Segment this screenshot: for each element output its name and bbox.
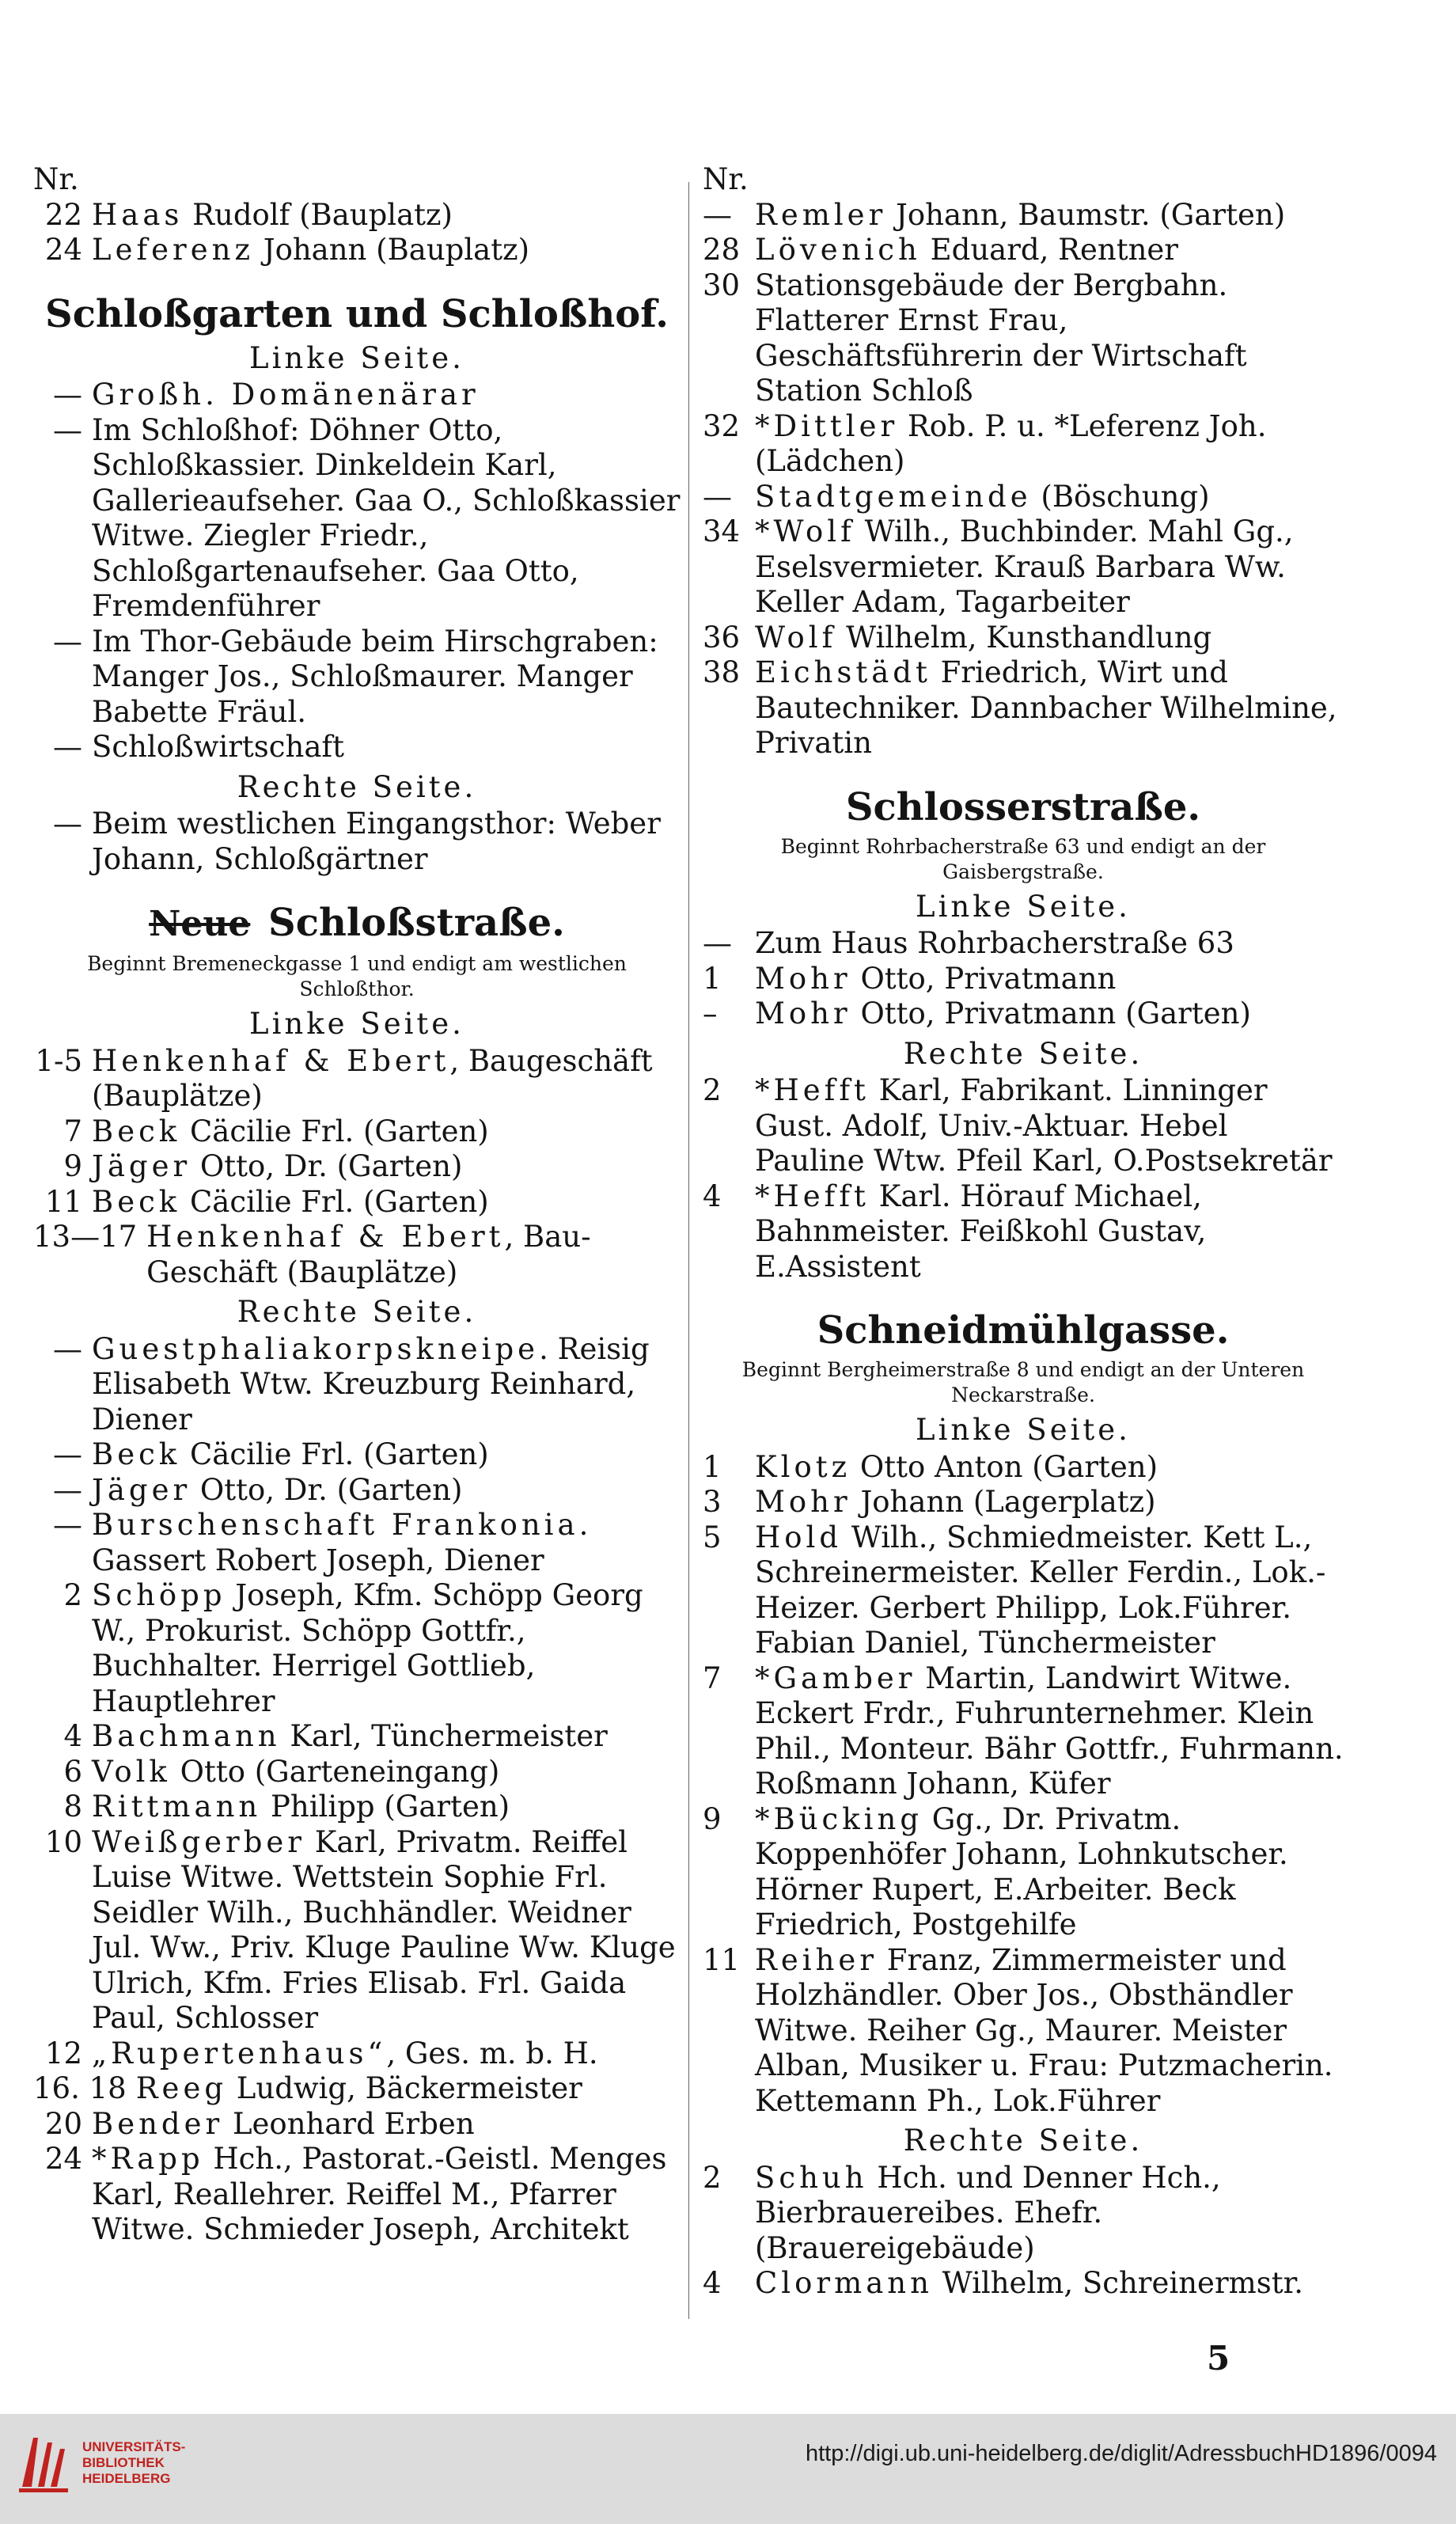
entry-text bbox=[92, 233, 681, 268]
entry-text bbox=[755, 1485, 1344, 1520]
entry-text bbox=[92, 730, 681, 765]
entry-text bbox=[755, 409, 1344, 480]
entry-text bbox=[755, 1179, 1344, 1285]
directory-entry bbox=[703, 233, 1344, 268]
entry-detail: Beim westlichen Eingangsthor: Weber Johann, Schloßgärtner bbox=[92, 807, 661, 876]
side-label-linke: Linke Seite. bbox=[249, 1007, 464, 1041]
house-number: 9 bbox=[703, 1801, 722, 1836]
entry-text bbox=[92, 1719, 681, 1755]
directory-entry bbox=[33, 1437, 681, 1473]
resident-name: Leferenz bbox=[92, 233, 254, 267]
street-heading-schlossgarten: Schloßgarten und Schloßhof. bbox=[45, 291, 669, 336]
directory-entry bbox=[703, 1520, 1344, 1661]
library-name bbox=[82, 2439, 185, 2487]
right-column bbox=[703, 162, 1344, 2302]
entry-text bbox=[92, 807, 681, 877]
directory-entry bbox=[703, 621, 1344, 656]
entry-detail: Joseph, Kfm. Schöpp Georg W., Prokurist. Schöpp Gottfr., Buchhalter. Herrigel Gottlieb, Hauptlehrer bbox=[92, 1578, 643, 1718]
directory-entry bbox=[33, 807, 681, 877]
resident-name: Jäger bbox=[92, 1149, 191, 1183]
entry-detail: Hch., Pastorat.-Geistl. Menges Karl, Reallehrer. Reiffel M., Pfarrer Witwe. Schmieder Joseph, Architekt bbox=[92, 2142, 667, 2246]
entry-text bbox=[92, 1508, 681, 1578]
entry-text bbox=[136, 2071, 681, 2107]
entry-text bbox=[755, 514, 1344, 621]
house-number: 12 bbox=[44, 2036, 82, 2070]
directory-entry bbox=[33, 2142, 681, 2248]
resident-name: Schöpp bbox=[92, 1578, 226, 1612]
directory-entry bbox=[703, 1179, 1344, 1285]
entry-text bbox=[92, 1578, 681, 1719]
side-label-rechte: Rechte Seite. bbox=[903, 1036, 1143, 1071]
entry-text bbox=[92, 378, 681, 413]
entry-text bbox=[92, 1755, 681, 1790]
entry-detail: Franz, Zimmermeister und Holzhändler. Ober Jos., Obsthändler Witwe. Reiher Gg., Maurer. Meister Alban, Musiker u. Frau: Putzmacherin. Kettemann Ph., Lok.Führer bbox=[755, 1942, 1333, 2118]
resident-name: Stadtgemeinde bbox=[755, 479, 1032, 514]
entry-text bbox=[755, 2266, 1344, 2302]
resident-name: Rittmann bbox=[92, 1790, 262, 1824]
house-number: — bbox=[53, 1472, 82, 1507]
house-number: 9 bbox=[63, 1149, 82, 1183]
entry-detail: Johann, Baumstr. (Garten) bbox=[886, 197, 1286, 232]
entry-detail: Otto (Garteneingang) bbox=[170, 1754, 500, 1789]
directory-entry bbox=[703, 926, 1344, 962]
house-number: 36 bbox=[703, 620, 741, 655]
viewer-footer bbox=[0, 2414, 1456, 2524]
entry-text bbox=[755, 198, 1344, 233]
house-number: 38 bbox=[703, 655, 741, 689]
directory-entry bbox=[33, 1149, 681, 1185]
entry-detail: Friedrich, Wirt und Bautechniker. Dannbacher Wilhelmine, Privatin bbox=[755, 655, 1337, 760]
entry-detail: Eduard, Rentner bbox=[920, 233, 1178, 267]
side-label-linke: Linke Seite. bbox=[249, 340, 464, 375]
entry-text bbox=[92, 1332, 681, 1438]
entry-text bbox=[755, 655, 1344, 761]
directory-entry bbox=[703, 996, 1344, 1032]
entry-text bbox=[755, 2161, 1344, 2267]
entry-detail: Rob. P. u. *Leferenz Joh. (Lädchen) bbox=[755, 408, 1267, 478]
street-title: Schloßstraße. bbox=[268, 901, 565, 945]
resident-name: Henkenhaf & Ebert bbox=[92, 1043, 450, 1078]
house-number: — bbox=[53, 1331, 82, 1366]
house-number: 1-5 bbox=[35, 1043, 82, 1078]
entry-text bbox=[92, 198, 681, 233]
entry-text bbox=[755, 621, 1344, 656]
entry-text bbox=[755, 1661, 1344, 1802]
directory-entry bbox=[703, 409, 1344, 480]
entry-list bbox=[33, 1044, 681, 1291]
entry-list bbox=[33, 807, 681, 877]
directory-entry bbox=[33, 624, 681, 731]
house-number: 32 bbox=[703, 408, 741, 443]
resident-name: Volk bbox=[92, 1754, 171, 1789]
entry-detail: Zum Haus Rohrbacherstraße 63 bbox=[755, 926, 1234, 960]
house-number: 11 bbox=[44, 1184, 82, 1219]
street-heading-schlossstrasse bbox=[33, 901, 681, 947]
directory-entry bbox=[33, 2107, 681, 2143]
house-number: 22 bbox=[44, 197, 82, 232]
house-number: 5 bbox=[703, 1520, 722, 1554]
entry-list bbox=[33, 1332, 681, 2248]
entry-detail: Karl, Privatm. Reiffel Luise Witwe. Wettstein Sophie Frl. Seidler Wilh., Buchhändler. Weidner Jul. Ww., Priv. Kluge Pauline Ww. Kluge Ulrich, Kfm. Fries Elisab. Frl. Gaida Paul, Schlosser bbox=[92, 1824, 676, 2035]
directory-entry bbox=[703, 268, 1344, 409]
entry-text bbox=[92, 2142, 681, 2248]
house-number: 1 bbox=[703, 1449, 722, 1484]
resident-name: Beck bbox=[92, 1114, 181, 1148]
side-label-linke: Linke Seite. bbox=[916, 1413, 1131, 1447]
house-number: — bbox=[53, 1437, 82, 1471]
resident-name: Lövenich bbox=[755, 233, 921, 267]
entry-list bbox=[703, 2161, 1344, 2302]
entry-text bbox=[92, 1149, 681, 1185]
house-number: 28 bbox=[703, 233, 741, 267]
directory-entry bbox=[703, 962, 1344, 997]
street-note: Beginnt Bergheimerstraße 8 und endigt an der Unteren Neckarstraße. bbox=[741, 1358, 1305, 1406]
entry-detail: Wilhelm, Schreinermstr. bbox=[932, 2266, 1303, 2300]
resident-name: Beck bbox=[92, 1437, 181, 1471]
struck-word: Neue bbox=[149, 904, 251, 944]
resident-name: Bachmann bbox=[92, 1719, 281, 1753]
entry-text bbox=[755, 1802, 1344, 1943]
directory-entry bbox=[33, 1332, 681, 1438]
library-name-line: UNIVERSITÄTS- bbox=[82, 2439, 186, 2454]
directory-entry bbox=[33, 1508, 681, 1578]
directory-entry bbox=[33, 233, 681, 268]
house-number: 4 bbox=[703, 2266, 722, 2300]
directory-entry bbox=[33, 1719, 681, 1755]
directory-entry bbox=[33, 1755, 681, 1790]
resident-name: Wolf bbox=[755, 620, 837, 655]
directory-entry bbox=[703, 514, 1344, 621]
street-note: Beginnt Rohrbacherstraße 63 und endigt an der Gaisbergstraße. bbox=[780, 834, 1266, 883]
entry-text bbox=[755, 962, 1344, 997]
entry-text bbox=[755, 996, 1344, 1032]
resident-name: *Rapp bbox=[92, 2142, 204, 2176]
entry-list bbox=[703, 1450, 1344, 2120]
entry-detail: Hch. und Denner Hch., Bierbrauereibes. Ehefr. (Brauereigebäude) bbox=[755, 2160, 1221, 2265]
entry-detail: Im Schloßhof: Döhner Otto, Schloßkassier. Dinkeldein Karl, Gallerieaufseher. Gaa O., Schloßkassier Witwe. Ziegler Friedr., Schloßgartenaufseher. Gaa Otto, Fremdenführer bbox=[92, 412, 681, 623]
entry-detail: Cäcilie Frl. (Garten) bbox=[180, 1114, 489, 1148]
directory-entry bbox=[33, 198, 681, 233]
entry-list bbox=[703, 1073, 1344, 1285]
house-number: 13—17 bbox=[33, 1220, 138, 1254]
entry-detail: Cäcilie Frl. (Garten) bbox=[180, 1184, 489, 1219]
house-number: 2 bbox=[703, 1073, 722, 1107]
entry-text bbox=[92, 1114, 681, 1150]
directory-entry bbox=[33, 1044, 681, 1114]
resident-name: Mohr bbox=[755, 1485, 851, 1519]
side-label-rechte: Rechte Seite. bbox=[237, 769, 477, 804]
entry-text bbox=[92, 2036, 681, 2072]
house-number: 34 bbox=[703, 514, 741, 548]
directory-entry bbox=[703, 480, 1344, 515]
resident-name: Hold bbox=[755, 1520, 843, 1554]
resident-name: Klotz bbox=[755, 1449, 851, 1484]
entry-text bbox=[755, 233, 1344, 268]
house-number: — bbox=[703, 479, 732, 514]
house-number: 7 bbox=[703, 1661, 722, 1695]
entry-detail: Gg., Dr. Privatm. Koppenhöfer Johann, Lohnkutscher. Hörner Rupert, E.Arbeiter. Beck Friedrich, Postgehilfe bbox=[755, 1801, 1288, 1941]
entry-text bbox=[755, 1943, 1344, 2120]
resident-name: Weißgerber bbox=[92, 1824, 305, 1859]
entry-detail: Leonhard Erben bbox=[223, 2106, 475, 2141]
house-number: 24 bbox=[44, 233, 82, 267]
house-number: — bbox=[53, 412, 82, 447]
house-number: 4 bbox=[703, 1178, 722, 1213]
side-label-linke: Linke Seite. bbox=[916, 889, 1131, 924]
library-logo[interactable] bbox=[14, 2431, 185, 2495]
resident-name: Clormann bbox=[755, 2266, 933, 2300]
entry-list bbox=[33, 378, 681, 765]
resident-name: Mohr bbox=[755, 996, 851, 1030]
resident-name: Burschenschaft Frankonia bbox=[92, 1508, 579, 1542]
resident-name: „Rupertenhaus“ bbox=[92, 2036, 387, 2070]
column-header-nr: Nr. bbox=[703, 162, 749, 196]
column-divider bbox=[688, 182, 689, 2319]
house-number: 10 bbox=[44, 1824, 82, 1859]
entry-detail: Ludwig, Bäckermeister bbox=[227, 2071, 582, 2105]
resident-name: Bender bbox=[92, 2106, 224, 2141]
entry-list bbox=[33, 198, 681, 268]
directory-entry bbox=[33, 730, 681, 765]
house-number: 6 bbox=[63, 1754, 82, 1789]
entry-detail: Wilh., Buchbinder. Mahl Gg., Eselsvermieter. Krauß Barbara Ww. Keller Adam, Tagarbeiter bbox=[755, 514, 1294, 619]
directory-entry bbox=[33, 2036, 681, 2072]
street-heading-schneidmuehlgasse: Schneidmühlgasse. bbox=[817, 1308, 1230, 1353]
house-number: — bbox=[53, 730, 82, 764]
resident-name: *Hefft bbox=[755, 1073, 870, 1107]
street-heading-schlosserstrasse: Schlosserstraße. bbox=[845, 784, 1201, 829]
house-number: 7 bbox=[63, 1114, 82, 1148]
resident-name: Jäger bbox=[92, 1472, 191, 1507]
house-number: 4 bbox=[63, 1719, 82, 1753]
directory-entry bbox=[33, 413, 681, 624]
directory-entry bbox=[33, 1114, 681, 1150]
entry-text bbox=[146, 1220, 681, 1290]
resident-name: Schuh bbox=[755, 2160, 868, 2195]
directory-entry bbox=[703, 1450, 1344, 1486]
entry-text bbox=[755, 926, 1344, 962]
house-number: 30 bbox=[703, 268, 741, 302]
page-number: 5 bbox=[1207, 2339, 1230, 2378]
side-label-rechte: Rechte Seite. bbox=[237, 1295, 477, 1329]
entry-detail: Otto, Privatmann bbox=[851, 961, 1117, 996]
house-number: — bbox=[703, 197, 732, 232]
directory-entry bbox=[703, 655, 1344, 761]
resident-name: *Wolf bbox=[755, 514, 855, 548]
entry-detail: Otto, Privatmann (Garten) bbox=[851, 996, 1251, 1030]
directory-entry bbox=[703, 1485, 1344, 1520]
house-number: — bbox=[53, 807, 82, 841]
entry-text bbox=[755, 1450, 1344, 1486]
resident-name: Mohr bbox=[755, 961, 851, 996]
directory-entry bbox=[33, 378, 681, 413]
house-number: 24 bbox=[44, 2142, 82, 2176]
street-note: Beginnt Bremeneckgasse 1 und endigt am westlichen Schloßthor. bbox=[87, 952, 627, 1000]
entry-detail: Rudolf (Bauplatz) bbox=[183, 197, 453, 232]
entry-detail: Karl, Tünchermeister bbox=[280, 1719, 608, 1753]
directory-entry bbox=[33, 1578, 681, 1719]
house-number: 2 bbox=[63, 1578, 82, 1612]
house-number: — bbox=[53, 378, 82, 412]
entry-text bbox=[92, 1790, 681, 1825]
resident-name: *Gamber bbox=[755, 1661, 916, 1695]
entry-list bbox=[703, 926, 1344, 1032]
resident-name: Guestphaliakorpskneipe bbox=[92, 1331, 540, 1366]
house-number: — bbox=[53, 624, 82, 659]
resident-name: Großh. Domänenärar bbox=[92, 378, 480, 412]
entry-detail: Karl. Hörauf Michael, Bahnmeister. Feißkohl Gustav, E.Assistent bbox=[755, 1178, 1207, 1284]
resident-name: Reeg bbox=[135, 2071, 228, 2105]
library-seal-icon bbox=[14, 2431, 73, 2495]
house-number: 16. 18 bbox=[33, 2071, 127, 2105]
directory-entry bbox=[33, 1473, 681, 1509]
entry-text bbox=[92, 1437, 681, 1473]
resident-name: Haas bbox=[92, 197, 184, 232]
resident-name: Henkenhaf & Ebert bbox=[146, 1220, 505, 1254]
house-number: – bbox=[703, 996, 718, 1030]
directory-entry bbox=[33, 1825, 681, 2036]
entry-detail: , Baugeschäft (Bauplätze) bbox=[92, 1043, 653, 1113]
column-header-nr: Nr. bbox=[33, 162, 79, 196]
directory-entry bbox=[703, 1661, 1344, 1802]
entry-text bbox=[92, 1825, 681, 2036]
directory-entry bbox=[703, 1943, 1344, 2120]
resident-name: Beck bbox=[92, 1184, 181, 1219]
entry-text bbox=[755, 268, 1344, 409]
directory-entry bbox=[703, 1073, 1344, 1179]
entry-text bbox=[92, 624, 681, 731]
entry-detail: . Reisig Elisabeth Wtw. Kreuzburg Reinhard, Diener bbox=[92, 1331, 650, 1437]
left-column bbox=[33, 162, 681, 2248]
entry-detail: (Böschung) bbox=[1031, 479, 1210, 514]
directory-entry bbox=[703, 2161, 1344, 2267]
entry-text bbox=[92, 413, 681, 624]
directory-entry bbox=[703, 2266, 1344, 2302]
entry-text bbox=[755, 1073, 1344, 1179]
resident-name: Eichstädt bbox=[755, 655, 931, 689]
entry-detail: Otto, Dr. (Garten) bbox=[191, 1472, 463, 1507]
entry-detail: , Ges. m. b. H. bbox=[386, 2036, 598, 2070]
entry-detail: Cäcilie Frl. (Garten) bbox=[180, 1437, 489, 1471]
entry-text bbox=[755, 480, 1344, 515]
entry-detail: Johann (Lagerplatz) bbox=[851, 1485, 1156, 1519]
entry-detail: Philipp (Garten) bbox=[261, 1790, 510, 1824]
directory-entry bbox=[33, 1220, 681, 1290]
entry-text bbox=[92, 1185, 681, 1220]
entry-text bbox=[92, 1044, 681, 1114]
entry-detail: Karl, Fabrikant. Linninger Gust. Adolf, Univ.-Aktuar. Hebel Pauline Wtw. Pfeil Karl, O.Postsekretär bbox=[755, 1073, 1333, 1178]
entry-detail: Wilhelm, Kunsthandlung bbox=[836, 620, 1212, 655]
entry-text bbox=[92, 2107, 681, 2143]
side-label-rechte: Rechte Seite. bbox=[903, 2124, 1143, 2158]
library-name-line: HEIDELBERG bbox=[82, 2471, 171, 2486]
house-number: — bbox=[53, 1508, 82, 1542]
entry-text bbox=[92, 1473, 681, 1509]
resident-name: *Dittler bbox=[755, 408, 899, 443]
entry-list bbox=[703, 198, 1344, 761]
library-name-line: BIBLIOTHEK bbox=[82, 2455, 165, 2470]
resident-name: *Hefft bbox=[755, 1178, 870, 1213]
resident-name: Remler bbox=[755, 197, 887, 232]
house-number: 2 bbox=[703, 2160, 722, 2195]
house-number: 3 bbox=[703, 1485, 722, 1519]
entry-detail: Schloßwirtschaft bbox=[92, 730, 344, 764]
entry-detail: Otto, Dr. (Garten) bbox=[191, 1149, 463, 1183]
entry-text bbox=[755, 1520, 1344, 1661]
resident-name: Reiher bbox=[755, 1942, 878, 1977]
house-number: 20 bbox=[44, 2106, 82, 2141]
directory-entry bbox=[703, 198, 1344, 233]
permalink-url[interactable]: http://digi.ub.uni-heidelberg.de/diglit/AdressbuchHD1896/0094 bbox=[805, 2441, 1437, 2466]
entry-detail: Johann (Bauplatz) bbox=[253, 233, 530, 267]
directory-entry bbox=[33, 1790, 681, 1825]
entry-detail: . Gassert Robert Joseph, Diener bbox=[92, 1508, 589, 1577]
entry-detail: Stationsgebäude der Bergbahn. Flatterer Ernst Frau, Geschäftsführerin der Wirtschaft Station Schloß bbox=[755, 268, 1247, 408]
house-number: 11 bbox=[703, 1942, 741, 1977]
entry-detail: Otto Anton (Garten) bbox=[851, 1449, 1158, 1484]
house-number: 1 bbox=[703, 961, 722, 996]
directory-entry bbox=[703, 1802, 1344, 1943]
entry-detail: Wilh., Schmiedmeister. Kett L., Schreinermeister. Keller Ferdin., Lok.-Heizer. Gerbert Philipp, Lok.Führer. Fabian Daniel, Tünchermeister bbox=[755, 1520, 1326, 1660]
entry-detail: Martin, Landwirt Witwe. Eckert Frdr., Fuhrunternehmer. Klein Phil., Monteur. Bähr Gottfr., Fuhrmann. Roßmann Johann, Küfer bbox=[755, 1661, 1344, 1801]
entry-detail: , Bau-Geschäft (Bauplätze) bbox=[146, 1220, 591, 1289]
directory-entry bbox=[33, 2071, 681, 2107]
house-number: — bbox=[703, 926, 732, 960]
entry-detail: Im Thor-Gebäude beim Hirschgraben: Manger Jos., Schloßmaurer. Manger Babette Fräul. bbox=[92, 624, 658, 729]
resident-name: *Bücking bbox=[755, 1801, 923, 1836]
directory-entry bbox=[33, 1185, 681, 1220]
house-number: 8 bbox=[63, 1790, 82, 1824]
